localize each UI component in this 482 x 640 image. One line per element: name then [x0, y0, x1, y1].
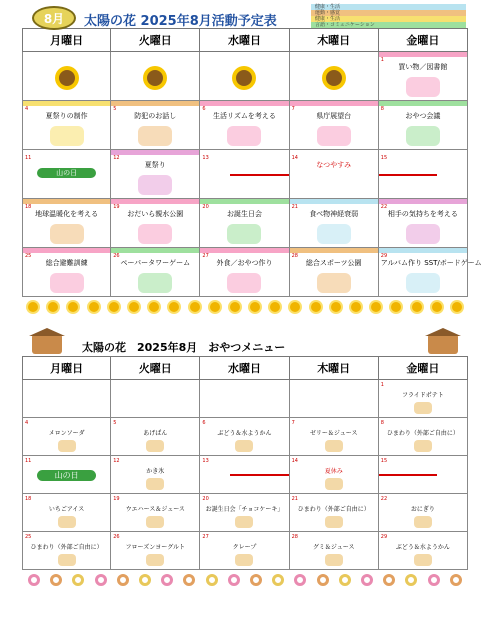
- snack-weekday-header: [22, 356, 468, 380]
- category-stripe: [290, 52, 378, 57]
- activity-illustration-icon: [227, 224, 261, 244]
- donut-icon: [28, 574, 40, 586]
- category-stripe: [290, 150, 378, 155]
- day-number: 26: [113, 253, 120, 259]
- activity-illustration-icon: [227, 273, 261, 293]
- donut-icon: [383, 574, 395, 586]
- day-number: 29: [380, 534, 388, 540]
- activity-illustration-icon: [317, 224, 351, 244]
- category-stripe: [379, 52, 467, 57]
- legend-item: 健康・生活: [311, 4, 466, 10]
- weekday-mon: 月曜日: [22, 356, 111, 380]
- activity-illustration-icon: [317, 273, 351, 293]
- category-stripe: [111, 248, 199, 253]
- snack-day-cell: [22, 494, 111, 532]
- day-number: 13: [202, 155, 209, 161]
- snack-label: メロンソーダ: [48, 430, 85, 437]
- snack-label: かき氷: [146, 468, 165, 475]
- sunflower-icon: [432, 302, 442, 312]
- activity-illustration-icon: [50, 273, 84, 293]
- category-stripe: [379, 248, 467, 253]
- snack-day-cell: [290, 418, 379, 456]
- snack-label: ひまわり（外部ご自由に）: [386, 430, 459, 437]
- snack-illustration-icon: [146, 516, 164, 528]
- schedule-day-cell: [290, 101, 379, 150]
- sunflower-icon: [68, 302, 78, 312]
- activity-illustration-icon: [406, 273, 440, 293]
- category-stripe: [111, 52, 199, 57]
- activity-label: おやつ会議: [405, 112, 441, 120]
- sunflower-icon: [236, 70, 252, 86]
- category-stripe: [23, 150, 110, 155]
- sunflower-icon: [351, 302, 361, 312]
- schedule-day-cell: [111, 101, 200, 150]
- day-number: 29: [380, 253, 388, 259]
- snack-illustration-icon: [146, 440, 164, 452]
- snack-grid: [22, 380, 468, 570]
- schedule-day-cell: [111, 199, 200, 248]
- snack-label: ウエハース＆ジュース: [125, 506, 185, 513]
- schedule-header: [22, 4, 468, 28]
- snack-illustration-icon: [325, 440, 343, 452]
- donut-icon: [317, 574, 329, 586]
- snack-label: ひまわり（外部ご自由に）: [297, 506, 370, 513]
- activity-label: 夏祭りの制作: [45, 112, 88, 120]
- snack-label: 夏休み: [324, 468, 343, 475]
- activity-label: 山の日: [37, 168, 96, 178]
- schedule-day-cell: [290, 199, 379, 248]
- snack-day-cell: [379, 418, 468, 456]
- sunflower-icon: [149, 302, 159, 312]
- flower-border: [22, 297, 468, 317]
- schedule-day-cell: [22, 248, 111, 297]
- day-number: 25: [25, 534, 32, 540]
- schedule-day-cell: [200, 248, 289, 297]
- activity-label: アルバム作り SST/ボードゲーム: [380, 259, 482, 267]
- snack-label: あげぱん: [143, 430, 168, 437]
- snack-day-cell: [111, 418, 200, 456]
- category-stripe: [23, 248, 110, 253]
- schedule-day-cell: [379, 248, 482, 297]
- vacation-arrow: [230, 474, 288, 476]
- snack-menu: [22, 334, 468, 590]
- month-badge: 8月: [32, 6, 76, 30]
- donut-icon: [161, 574, 173, 586]
- sunflower-icon: [331, 302, 341, 312]
- snack-day-cell: [290, 380, 379, 418]
- donut-icon: [339, 574, 351, 586]
- snack-illustration-icon: [235, 516, 253, 528]
- snack-illustration-icon: [235, 440, 253, 452]
- snack-day-cell: [290, 494, 379, 532]
- schedule-grid: [22, 52, 482, 297]
- donut-icon: [450, 574, 462, 586]
- schedule-day-cell: [111, 150, 200, 199]
- day-number: 14: [291, 458, 298, 464]
- day-number: 22: [380, 496, 388, 502]
- day-number: 6: [202, 106, 206, 112]
- day-number: 13: [202, 458, 209, 464]
- category-stripe: [290, 248, 378, 253]
- day-number: 20: [202, 204, 209, 210]
- weekday-tue: 火曜日: [111, 356, 200, 380]
- activity-label: 防犯のお話し: [134, 112, 177, 120]
- snack-label: ひまわり（外部ご自由に）: [30, 544, 103, 551]
- category-stripe: [111, 101, 199, 106]
- day-number: 6: [202, 420, 206, 426]
- schedule-day-cell: [22, 199, 111, 248]
- snack-illustration-icon: [325, 554, 343, 566]
- day-number: 12: [113, 155, 120, 161]
- snack-label: ぶどう＆水ようかん: [395, 544, 450, 551]
- snack-day-cell: [379, 532, 468, 570]
- snack-label: いちごアイス: [48, 506, 85, 513]
- day-number: 21: [291, 496, 298, 502]
- donut-icon: [95, 574, 107, 586]
- donut-icon: [139, 574, 151, 586]
- day-number: 14: [291, 155, 298, 161]
- category-stripe: [379, 150, 467, 155]
- snack-header: [22, 334, 468, 356]
- category-stripe: [200, 248, 288, 253]
- weekday-tue: 火曜日: [111, 28, 200, 52]
- schedule-day-cell: [111, 248, 200, 297]
- sunflower-icon: [190, 302, 200, 312]
- schedule-day-cell: [379, 101, 468, 150]
- donut-icon: [428, 574, 440, 586]
- sunflower-icon: [48, 302, 58, 312]
- activity-label: 総合スポーツ公園: [305, 259, 362, 267]
- snack-day-cell: [111, 380, 200, 418]
- day-number: 18: [25, 496, 32, 502]
- gingerbread-house-icon: [32, 334, 62, 354]
- snack-label: おにぎり: [410, 506, 435, 513]
- donut-icon: [272, 574, 284, 586]
- activity-illustration-icon: [406, 126, 440, 146]
- activity-label: ペーパータワーゲーム: [120, 259, 191, 267]
- day-number: 8: [380, 106, 384, 112]
- sunflower-icon: [109, 302, 119, 312]
- snack-day-cell: [379, 456, 468, 494]
- snack-illustration-icon: [414, 554, 432, 566]
- day-number: 27: [202, 534, 209, 540]
- snack-illustration-icon: [414, 516, 432, 528]
- snack-label: フローズンヨーグルト: [125, 544, 186, 551]
- day-number: 5: [113, 106, 117, 112]
- schedule-title: 太陽の花 2025年8月活動予定表: [84, 14, 277, 29]
- weekday-fri: 金曜日: [379, 356, 468, 380]
- day-number: 11: [25, 458, 32, 464]
- schedule-weekday-header: [22, 28, 468, 52]
- sunflower-icon: [129, 302, 139, 312]
- weekday-thu: 木曜日: [290, 356, 379, 380]
- day-number: 12: [113, 458, 120, 464]
- weekday-thu: 木曜日: [290, 28, 379, 52]
- sunflower-icon: [28, 302, 38, 312]
- activity-illustration-icon: [138, 224, 172, 244]
- snack-illustration-icon: [325, 478, 343, 490]
- day-number: 1: [380, 57, 384, 63]
- legend-item: 言語・コミュニケーション: [311, 22, 466, 28]
- activity-illustration-icon: [138, 126, 172, 146]
- activity-label: 総合避難訓練: [45, 259, 88, 267]
- activity-label: 食べ物神経衰弱: [309, 210, 359, 218]
- schedule-day-cell: [290, 248, 379, 297]
- day-number: 4: [25, 106, 29, 112]
- schedule-day-cell: [290, 150, 379, 199]
- snack-label: クレープ: [232, 544, 257, 551]
- donut-icon: [50, 574, 62, 586]
- category-stripe: [290, 199, 378, 204]
- day-number: 19: [113, 496, 120, 502]
- schedule-day-cell: [379, 52, 468, 101]
- activity-label: お誕生日会: [226, 210, 262, 218]
- category-stripe: [290, 101, 378, 106]
- snack-day-cell: [22, 418, 111, 456]
- category-stripe: [379, 101, 467, 106]
- category-stripe: [111, 150, 199, 155]
- activity-label: 地球温暖化を考える: [35, 210, 99, 218]
- sunflower-icon: [326, 70, 342, 86]
- activity-label: 生活リズムを考える: [213, 112, 276, 120]
- activity-illustration-icon: [406, 77, 440, 97]
- legend-item: 運動・感覚: [311, 10, 466, 16]
- snack-day-cell: [379, 494, 468, 532]
- category-stripe: [111, 199, 199, 204]
- snack-day-cell: [290, 532, 379, 570]
- sunflower-icon: [250, 302, 260, 312]
- snack-day-cell: [200, 418, 289, 456]
- sunflower-icon: [452, 302, 462, 312]
- day-number: 22: [380, 204, 388, 210]
- sunflower-icon: [89, 302, 99, 312]
- snack-title: 太陽の花 2025年8月 おやつメニュー: [82, 341, 286, 354]
- activity-illustration-icon: [227, 126, 261, 146]
- snack-day-cell: [200, 456, 289, 494]
- schedule-day-cell: [200, 150, 289, 199]
- snack-day-cell: [290, 456, 379, 494]
- donut-icon: [72, 574, 84, 586]
- sunflower-icon: [270, 302, 280, 312]
- schedule-day-cell: [290, 52, 379, 101]
- donut-icon: [361, 574, 373, 586]
- category-stripe: [200, 101, 288, 106]
- category-stripe: [23, 52, 110, 57]
- day-number: 5: [113, 420, 117, 426]
- donut-icon: [117, 574, 129, 586]
- snack-label: フライドポテト: [401, 392, 444, 399]
- category-stripe: [379, 199, 467, 204]
- activity-label: なつやすみ: [316, 161, 352, 169]
- snack-day-cell: [22, 380, 111, 418]
- day-number: 25: [25, 253, 32, 259]
- snack-label: ゼリー＆ジュース: [309, 430, 358, 437]
- weekday-mon: 月曜日: [22, 28, 111, 52]
- snack-day-cell: [111, 494, 200, 532]
- sunflower-icon: [412, 302, 422, 312]
- day-number: 27: [202, 253, 209, 259]
- weekday-wed: 水曜日: [200, 356, 289, 380]
- day-number: 18: [25, 204, 32, 210]
- sunflower-icon: [371, 302, 381, 312]
- schedule-day-cell: [22, 52, 111, 101]
- weekday-wed: 水曜日: [200, 28, 289, 52]
- category-stripe: [23, 199, 110, 204]
- snack-illustration-icon: [325, 516, 343, 528]
- weekday-fri: 金曜日: [379, 28, 468, 52]
- day-number: 7: [291, 106, 295, 112]
- sunflower-icon: [290, 302, 300, 312]
- donut-border: [22, 570, 468, 590]
- donut-icon: [228, 574, 240, 586]
- sunflower-icon: [391, 302, 401, 312]
- day-number: 26: [113, 534, 120, 540]
- donut-icon: [250, 574, 262, 586]
- day-number: 11: [25, 155, 32, 161]
- activity-illustration-icon: [317, 126, 351, 146]
- activity-illustration-icon: [138, 273, 172, 293]
- snack-illustration-icon: [146, 554, 164, 566]
- schedule-day-cell: [200, 52, 289, 101]
- category-stripe: [200, 150, 288, 155]
- snack-day-cell: [200, 494, 289, 532]
- activity-label: 外食／おやつ作り: [216, 259, 273, 267]
- day-number: 7: [291, 420, 295, 426]
- activity-label: おだいら親水公園: [127, 210, 184, 218]
- schedule-day-cell: [379, 150, 468, 199]
- gingerbread-house-icon: [428, 334, 458, 354]
- activity-label: 夏祭り: [144, 161, 166, 169]
- day-number: 28: [291, 534, 298, 540]
- snack-day-cell: [22, 456, 111, 494]
- vacation-arrow: [379, 474, 437, 476]
- donut-icon: [294, 574, 306, 586]
- activity-label: 県庁展望台: [316, 112, 352, 120]
- snack-illustration-icon: [58, 554, 76, 566]
- day-number: 1: [380, 382, 384, 388]
- day-number: 21: [291, 204, 298, 210]
- category-stripe: [200, 199, 288, 204]
- category-stripe: [23, 101, 110, 106]
- snack-illustration-icon: [235, 554, 253, 566]
- category-legend: [311, 4, 466, 28]
- activity-label: 買い物／図書館: [398, 63, 448, 71]
- day-number: 20: [202, 496, 209, 502]
- category-stripe: [200, 52, 288, 57]
- snack-illustration-icon: [146, 478, 164, 490]
- sunflower-icon: [169, 302, 179, 312]
- snack-day-cell: [111, 456, 200, 494]
- snack-illustration-icon: [414, 440, 432, 452]
- schedule-day-cell: [200, 199, 289, 248]
- donut-icon: [405, 574, 417, 586]
- snack-illustration-icon: [414, 402, 432, 414]
- schedule-day-cell: [22, 150, 111, 199]
- day-number: 19: [113, 204, 120, 210]
- day-number: 28: [291, 253, 298, 259]
- schedule-day-cell: [200, 101, 289, 150]
- schedule-day-cell: [111, 52, 200, 101]
- schedule-day-cell: [379, 199, 468, 248]
- activity-illustration-icon: [138, 175, 172, 195]
- sunflower-icon: [210, 302, 220, 312]
- legend-item: 健康・生活: [311, 16, 466, 22]
- snack-label: ぶどう＆水ようかん: [217, 430, 272, 437]
- snack-day-cell: [200, 532, 289, 570]
- day-number: 4: [25, 420, 29, 426]
- activity-illustration-icon: [406, 224, 440, 244]
- activity-illustration-icon: [50, 224, 84, 244]
- snack-day-cell: [22, 532, 111, 570]
- activity-schedule: [22, 4, 482, 317]
- day-number: 8: [380, 420, 384, 426]
- vacation-arrow: [230, 174, 288, 176]
- snack-day-cell: [111, 532, 200, 570]
- sunflower-icon: [230, 302, 240, 312]
- snack-day-cell: [200, 380, 289, 418]
- snack-day-cell: [379, 380, 468, 418]
- snack-label: グミ＆ジュース: [312, 544, 355, 551]
- snack-label: 山の日: [37, 470, 96, 481]
- day-number: 15: [380, 458, 388, 464]
- vacation-arrow: [379, 174, 437, 176]
- activity-illustration-icon: [50, 126, 84, 146]
- schedule-day-cell: [22, 101, 111, 150]
- snack-illustration-icon: [58, 516, 76, 528]
- sunflower-icon: [147, 70, 163, 86]
- sunflower-icon: [311, 302, 321, 312]
- sunflower-icon: [59, 70, 75, 86]
- snack-label: お誕生日会「チョコケーキ」: [205, 506, 284, 513]
- donut-icon: [206, 574, 218, 586]
- day-number: 15: [380, 155, 388, 161]
- activity-label: 相手の気持ちを考える: [387, 210, 458, 218]
- snack-illustration-icon: [58, 440, 76, 452]
- donut-icon: [183, 574, 195, 586]
